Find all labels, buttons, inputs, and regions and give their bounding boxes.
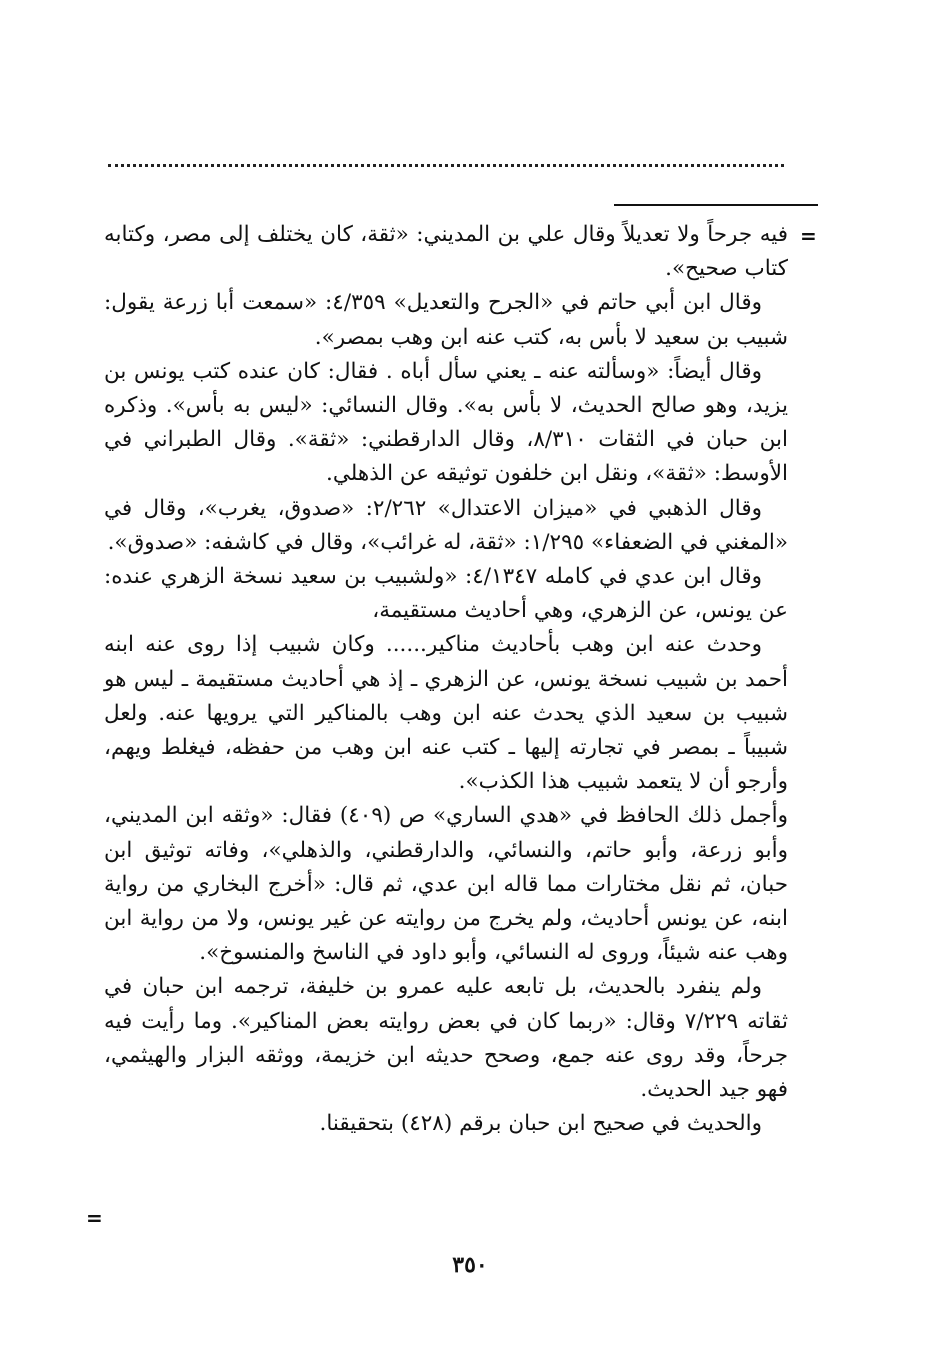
- paragraph-6: وحدث عنه ابن وهب بأحاديث مناكير...... وكان شبيب إذا روى عنه ابنه أحمد بن شبيب نسخة يونس، عن الزهري ـ إذ هي أحاديث مستقيمة ـ ليس هو شبيب بن سعيد الذي يحدث عنه ابن وهب بالمناكير التي يرويها عنه. ولعل شبيباً ـ بمصر في تجارته إليها ـ كتب عنه ابن وهب من حفظه، فيغلط ويهم، وأرجو أن لا يتعمد شبيب هذا الكذب».: [104, 632, 788, 795]
- paragraph-1: فيه جرحاً ولا تعديلاً وقال علي بن المديني: «ثقة، كان يختلف إلى مصر، وكتابه كتاب صحيح».: [104, 222, 788, 282]
- paragraph-3: وقال أيضاً: «وسألته عنه ـ يعني سأل أباه . فقال: كان عنده كتب يونس بن يزيد، وهو صالح الحديث، لا بأس به». وقال النسائي: «ليس به بأس». وذكره ابن حبان في الثقات ٨/٣١٠، وقال الدارقطني: «ثقة». وقال الطبراني في الأوسط: «ثقة»، ونقل ابن خلفون توثيقه عن الذهلي.: [104, 358, 788, 487]
- paragraph-2: وقال ابن أبي حاتم في «الجرح والتعديل» ٤/٣٥٩: «سمعت أبا زرعة يقول: شبيب بن سعيد لا بأس به، كتب عنه ابن وهب بمصر».: [104, 290, 788, 350]
- paragraph-4: وقال الذهبي في «ميزان الاعتدال» ٢/٢٦٢: «صدوق، يغرب»، وقال في «المغني في الضعفاء» ١/٢٩٥: «ثقة، له غرائب»، وقال في كاشفه: «صدوق».: [104, 495, 788, 555]
- footnote-rule: [614, 204, 818, 206]
- paragraph-7: وأجمل ذلك الحافظ في «هدي الساري» ص (٤٠٩) فقال: «وثقه ابن المديني، وأبو زرعة، وأبو حاتم، والنسائي، والدارقطني، والذهلي»، وفاته توثيق ابن حبان، ثم نقل مختارات مما قاله ابن عدي، ثم قال: «أخرج البخاري من رواية ابنه، عن يونس أحاديث، ولم يخرج من روايته عن غير يونس، ولا من رواية ابن وهب عنه شيئاً، وروى له النسائي، وأبو داود في الناسخ والمنسوخ».: [104, 803, 788, 966]
- continuation-mark-top: =: [800, 224, 817, 248]
- paragraph-5: وقال ابن عدي في كامله ٤/١٣٤٧: «ولشبيب بن سعيد نسخة الزهري عنده: عن يونس، عن الزهري، وهي أحاديث مستقيمة،: [104, 564, 788, 624]
- page-number: ٣٥٠: [452, 1252, 488, 1278]
- footnote-body: [104, 218, 788, 1141]
- continuation-mark-bottom: =: [86, 1206, 103, 1230]
- paragraph-9: والحديث في صحيح ابن حبان برقم (٤٢٨) بتحقيقنا.: [319, 1111, 762, 1137]
- dotted-separator: [108, 164, 784, 167]
- paragraph-8: ولم ينفرد بالحديث، بل تابعه عليه عمرو بن خليفة، ترجمه ابن حبان في ثقاته ٧/٢٢٩ وقال: «ربما كان في بعض روايته بعض المناكير». وما رأيت فيه جرحاً، وقد روى عنه جمع، وصحح حديثه ابن خزيمة، ووثقه البزار والهيثمي، فهو جيد الحديث.: [104, 974, 788, 1103]
